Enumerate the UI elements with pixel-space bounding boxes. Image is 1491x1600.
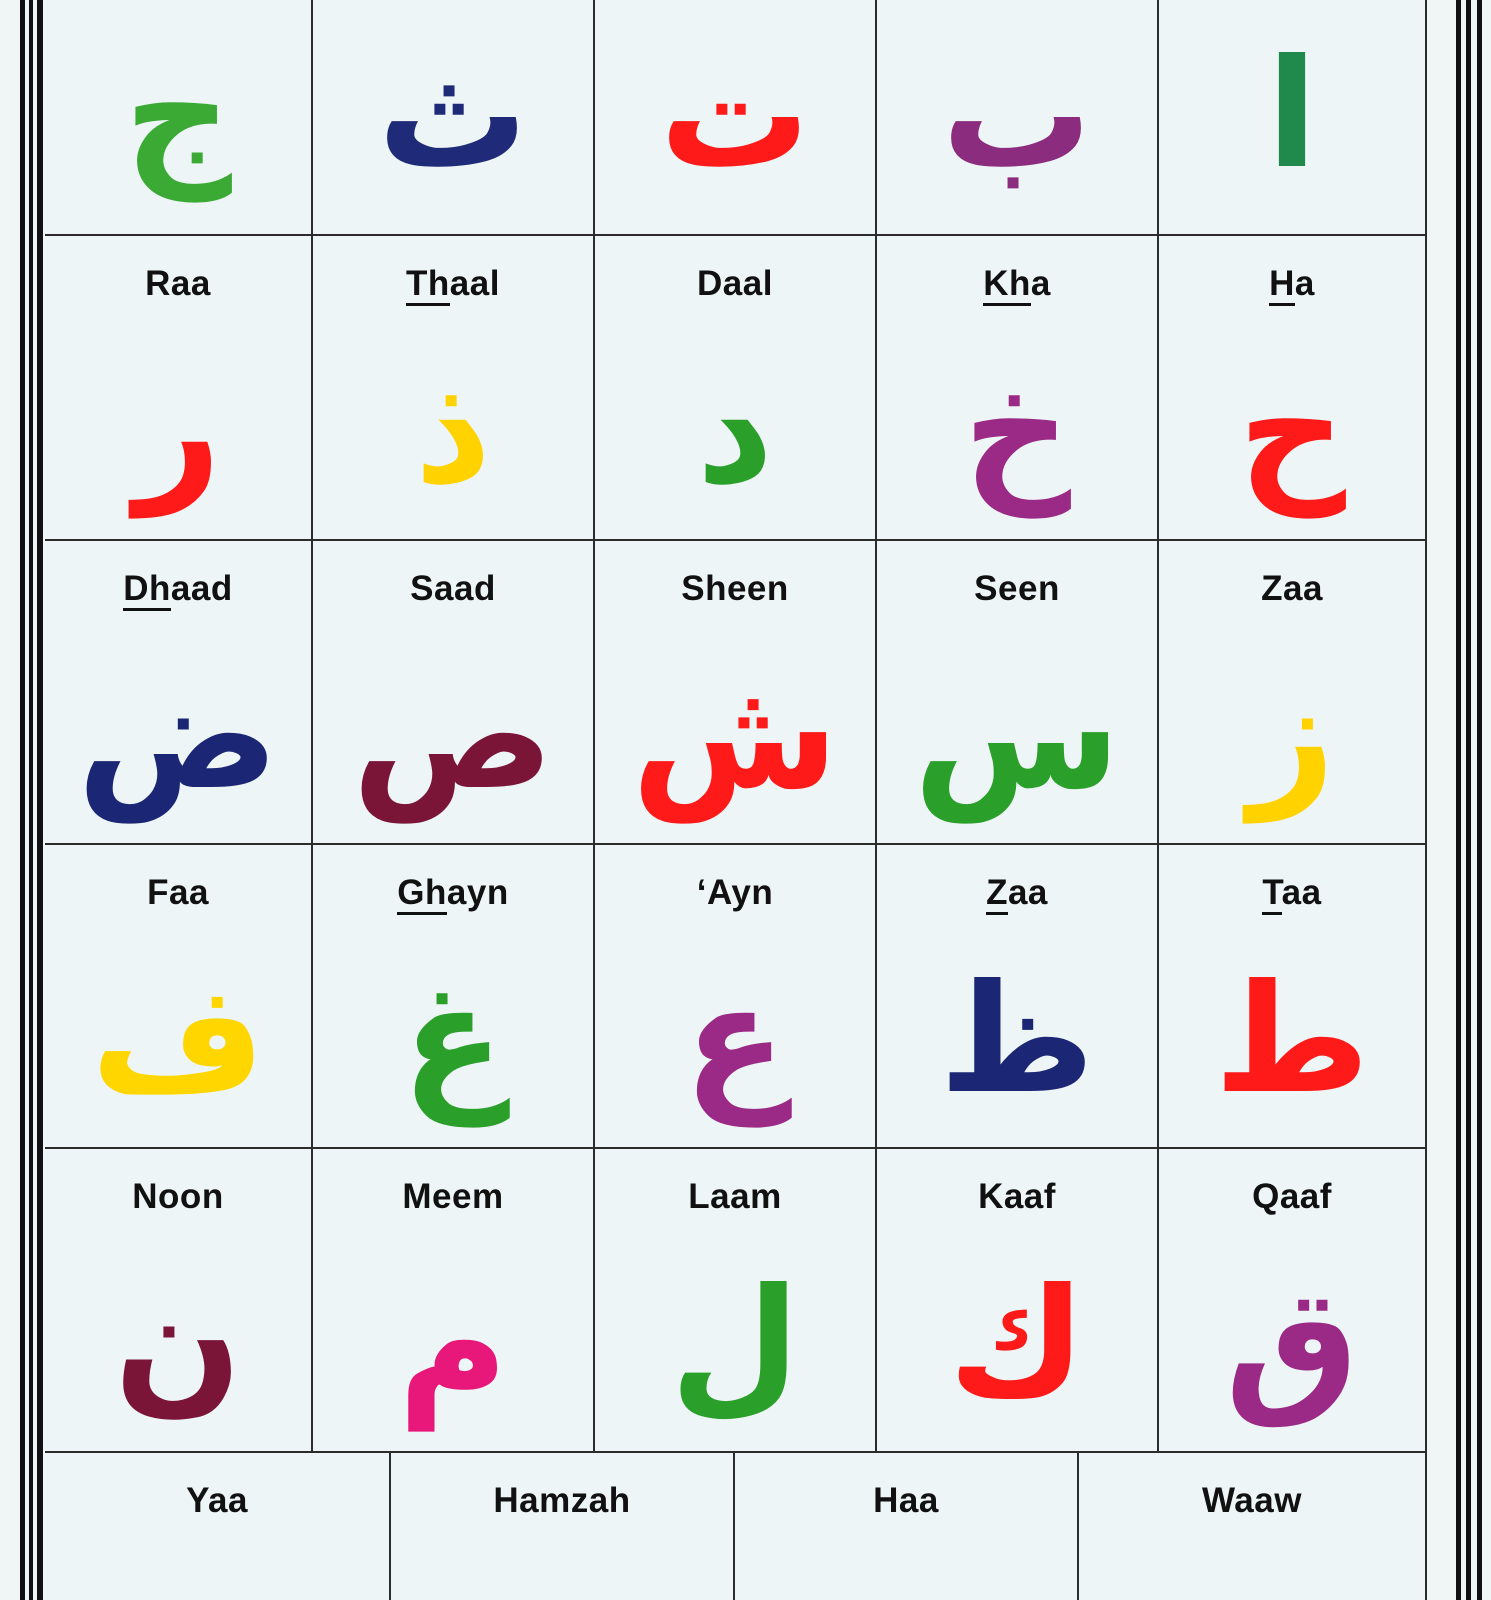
arabic-letter: ج — [123, 28, 233, 202]
letter-cell — [1079, 1453, 1427, 1600]
arabic-letter: ل — [669, 1257, 801, 1431]
letter-cell — [45, 0, 313, 236]
letter-name-underlined: T — [1262, 873, 1281, 915]
letter-name: Yaa — [186, 1481, 248, 1520]
letter-cell — [595, 1149, 877, 1453]
letter-name: Hamzah — [493, 1481, 631, 1520]
letter-cell — [391, 1453, 735, 1600]
letter-cell — [877, 845, 1159, 1149]
letter-name-text: Faa — [147, 873, 209, 912]
arabic-letter: س — [913, 649, 1121, 823]
letter-cell — [313, 236, 595, 541]
letter-name — [45, 873, 311, 913]
letter-name: Waaw — [1202, 1481, 1302, 1520]
letter-cell — [313, 1149, 595, 1453]
letter-cell — [877, 236, 1159, 541]
letter-name-text: Seen — [974, 569, 1060, 608]
letter-name — [877, 569, 1157, 609]
letter-name — [595, 873, 875, 913]
letter-name — [595, 264, 875, 304]
letter-name-text: Sheen — [681, 569, 789, 608]
letter-cell — [45, 1453, 391, 1600]
letter-name-text: ayn — [446, 873, 509, 912]
letter-cell — [595, 0, 877, 236]
letter-name-text: aad — [170, 569, 233, 608]
letter-name — [595, 569, 875, 609]
letter-name — [877, 873, 1157, 913]
letter-name-text: Raa — [145, 264, 211, 303]
letter-name-text: Saad — [410, 569, 496, 608]
arabic-letter: ذ — [414, 344, 492, 518]
arabic-letter: ق — [1224, 1257, 1360, 1431]
letter-cell — [313, 845, 595, 1149]
arabic-letter: ت — [659, 28, 811, 202]
letter-cell — [45, 541, 313, 845]
letter-name — [877, 1177, 1157, 1217]
letter-name — [313, 264, 593, 304]
letter-name — [1159, 1177, 1425, 1217]
letter-cell — [313, 0, 595, 236]
arabic-letter: ظ — [939, 953, 1095, 1127]
letter-name — [1159, 873, 1425, 913]
letter-name-text: Qaaf — [1252, 1177, 1332, 1216]
letter-name-underlined: Gh — [397, 873, 447, 915]
arabic-letter: ش — [631, 649, 839, 823]
letter-cell — [1159, 541, 1427, 845]
arabic-letter: ض — [77, 649, 279, 823]
letter-cell — [45, 845, 313, 1149]
letter-cell — [735, 1453, 1079, 1600]
letter-name — [45, 264, 311, 304]
letter-name — [313, 569, 593, 609]
letter-name-text: aal — [449, 264, 500, 303]
letter-name-underlined: Kh — [983, 264, 1031, 306]
letter-cell — [1159, 236, 1427, 541]
letter-name — [45, 569, 311, 609]
letter-cell — [877, 1149, 1159, 1453]
letter-name-text: a — [1294, 264, 1315, 303]
letter-name — [313, 873, 593, 913]
letter-name-text: Laam — [688, 1177, 782, 1216]
letter-name — [45, 1177, 311, 1217]
letter-name — [595, 1177, 875, 1217]
letter-cell — [877, 541, 1159, 845]
arabic-letter: ث — [377, 28, 529, 202]
arabic-letter: ر — [134, 344, 222, 518]
right-border-line — [1456, 0, 1461, 1600]
letter-cell — [1159, 845, 1427, 1149]
arabic-letter: د — [696, 344, 774, 518]
arabic-letter: ا — [1266, 28, 1318, 202]
letter-name — [1159, 264, 1425, 304]
arabic-letter: ص — [352, 649, 554, 823]
letter-cell — [313, 541, 595, 845]
right-border-line — [1466, 0, 1471, 1600]
letter-name-underlined: Z — [986, 873, 1008, 915]
arabic-letter: م — [398, 1257, 508, 1431]
letter-name-text: ‘Ayn — [696, 873, 774, 912]
arabic-letter: ف — [90, 953, 266, 1127]
letter-cell — [1159, 0, 1427, 236]
arabic-letter: ح — [1237, 344, 1347, 518]
letter-name-text: Kaaf — [978, 1177, 1056, 1216]
letter-cell — [595, 845, 877, 1149]
right-border-line — [1477, 0, 1482, 1600]
letter-cell — [1159, 1149, 1427, 1453]
letter-cell — [595, 541, 877, 845]
arabic-letter: ب — [941, 28, 1093, 202]
letter-name-text: Daal — [697, 264, 773, 303]
letter-name-text: Meem — [402, 1177, 504, 1216]
letter-cell — [45, 236, 313, 541]
letter-name: Haa — [873, 1481, 939, 1520]
letter-name-underlined: Dh — [123, 569, 171, 611]
left-border-line — [37, 0, 43, 1600]
arabic-letter: ع — [683, 953, 787, 1127]
left-border-line — [20, 0, 25, 1600]
letter-name — [313, 1177, 593, 1217]
letter-name-text: Noon — [132, 1177, 224, 1216]
letter-name — [1159, 569, 1425, 609]
arabic-letter: ك — [948, 1257, 1086, 1431]
letter-name-text: a — [1030, 264, 1051, 303]
arabic-letter: ز — [1248, 649, 1336, 823]
arabic-letter: ن — [113, 1257, 243, 1431]
letter-name-text: aa — [1281, 873, 1322, 912]
letter-cell — [595, 236, 877, 541]
letter-name-text: aa — [1007, 873, 1048, 912]
letter-cell — [45, 1149, 313, 1453]
letter-grid — [45, 0, 1456, 1600]
left-border-line — [29, 0, 33, 1600]
letter-name — [877, 264, 1157, 304]
letter-name-underlined: Th — [406, 264, 450, 306]
arabic-letter: خ — [962, 344, 1072, 518]
arabic-letter: غ — [401, 953, 505, 1127]
letter-cell — [877, 0, 1159, 236]
letter-name-underlined: H — [1269, 264, 1295, 306]
arabic-letter: ط — [1214, 953, 1370, 1127]
letter-name-text: Zaa — [1261, 569, 1323, 608]
